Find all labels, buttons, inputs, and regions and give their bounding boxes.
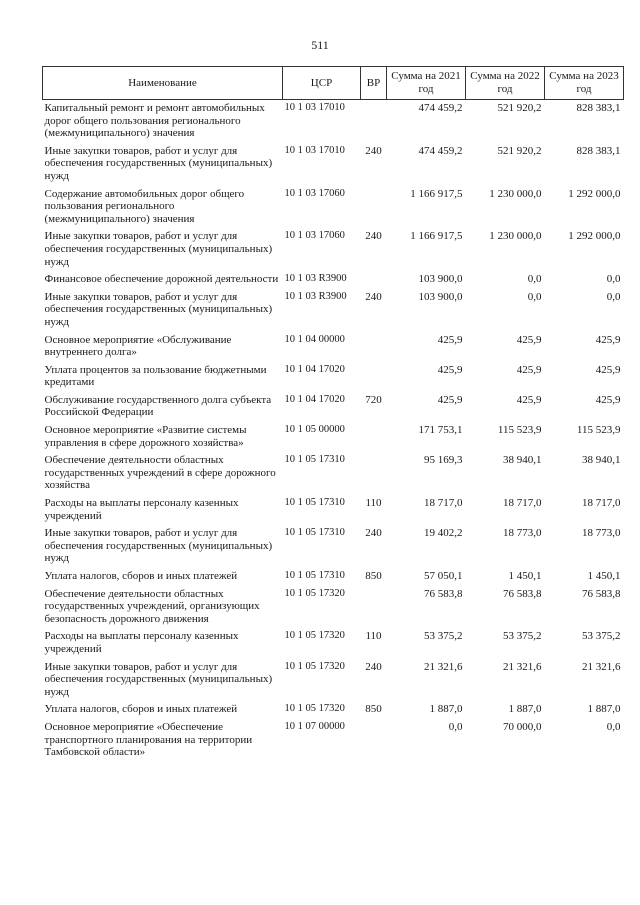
cell-vr: [361, 362, 387, 392]
cell-2023: 21 321,6: [582, 660, 621, 673]
cell-vr: 240: [365, 527, 382, 540]
cell-vr: [361, 586, 387, 629]
cell-2021: 103 900,0: [418, 273, 463, 286]
cell-2021: 425,9: [437, 393, 463, 406]
cell-vr: [361, 719, 387, 762]
table-row: [43, 568, 624, 586]
cell-2021: 53 375,2: [424, 630, 463, 643]
table-row: [43, 495, 624, 525]
header-2021: Сумма на 2021 год: [387, 67, 466, 100]
cell-csr: 10 1 04 00000: [284, 333, 345, 345]
cell-csr: 10 1 05 17310: [284, 454, 345, 466]
table-row: [43, 392, 624, 422]
table-row: [43, 659, 624, 702]
cell-vr: [361, 100, 387, 143]
cell-2023: 1 450,1: [587, 570, 621, 582]
cell-2021: 474 459,2: [418, 102, 463, 114]
cell-csr: 10 1 03 17010: [284, 144, 345, 156]
header-2022: Сумма на 2022 год: [466, 67, 545, 100]
table-row: [43, 332, 624, 362]
cell-csr: 10 1 05 17310: [284, 570, 345, 581]
cell-name: Финансовое обеспечение дорожной деятельности: [44, 273, 279, 286]
cell-name: Обеспечение деятельности областных государственных учреждений в сфере дорожного хозяйства: [44, 454, 276, 492]
cell-2022: 0,0: [527, 273, 542, 286]
cell-2021: 76 583,8: [424, 587, 463, 600]
cell-csr: 10 1 07 00000: [284, 720, 345, 732]
cell-name: Капитальный ремонт и ремонт автомобильных дорог общего пользования регионального (межмуниципального) значения: [44, 102, 265, 140]
cell-2023: 0,0: [606, 273, 621, 286]
cell-2023: 0,0: [606, 290, 621, 303]
cell-vr: 240: [365, 230, 382, 243]
cell-2021: 57 050,1: [424, 570, 463, 582]
table-row: [43, 271, 624, 289]
cell-2023: 115 523,9: [576, 424, 621, 437]
cell-2022: 18 773,0: [503, 527, 542, 540]
cell-2023: 425,9: [595, 333, 621, 346]
cell-vr: [361, 452, 387, 495]
table-row: [43, 701, 624, 719]
budget-table: [42, 66, 624, 762]
cell-name: Уплата налогов, сборов и иных платежей: [44, 570, 238, 582]
table-header-row: [43, 67, 624, 100]
cell-2023: 53 375,2: [582, 630, 621, 643]
cell-vr: 240: [365, 144, 382, 157]
cell-2021: 103 900,0: [418, 290, 463, 303]
cell-2023: 0,0: [606, 720, 621, 733]
cell-2021: 425,9: [437, 363, 463, 376]
cell-name: Уплата налогов, сборов и иных платежей: [44, 703, 238, 716]
cell-csr: 10 1 03 R3900: [284, 273, 347, 285]
cell-2021: 474 459,2: [418, 144, 463, 157]
cell-2021: 1 166 917,5: [410, 187, 463, 200]
cell-csr: 10 1 05 17320: [284, 660, 345, 672]
cell-name: Обслуживание государственного долга субъекта Российской Федерации: [44, 393, 272, 419]
cell-csr: 10 1 03 17060: [284, 230, 345, 242]
cell-name: Иные закупки товаров, работ и услуг для обеспечения государственных (муниципальных) нужд: [44, 230, 273, 268]
cell-2021: 1 887,0: [429, 703, 463, 716]
table-row: [43, 719, 624, 762]
cell-2022: 1 230 000,0: [489, 187, 542, 200]
cell-2023: 828 383,1: [576, 144, 621, 157]
cell-2022: 521 920,2: [497, 102, 542, 114]
header-2023: Сумма на 2023 год: [545, 67, 624, 100]
cell-vr: [361, 422, 387, 452]
cell-2021: 0,0: [448, 720, 463, 733]
cell-csr: 10 1 04 17020: [284, 393, 345, 405]
cell-2021: 425,9: [437, 333, 463, 346]
cell-vr: 850: [365, 570, 382, 582]
cell-vr: 240: [365, 290, 382, 303]
cell-vr: [361, 271, 387, 289]
cell-name: Иные закупки товаров, работ и услуг для обеспечения государственных (муниципальных) нужд: [44, 290, 273, 328]
cell-2021: 95 169,3: [424, 454, 463, 467]
table-row: [43, 525, 624, 568]
cell-2021: 171 753,1: [418, 424, 463, 437]
cell-name: Основное мероприятие «Обеспечение транспортного планирования на территории Тамбовской области»: [44, 720, 253, 759]
table-body: [43, 100, 624, 762]
cell-2023: 1 292 000,0: [568, 230, 621, 243]
cell-vr: 720: [365, 393, 382, 406]
cell-2022: 1 887,0: [508, 703, 542, 716]
cell-name: Иные закупки товаров, работ и услуг для обеспечения государственных (муниципальных) нужд: [44, 660, 273, 698]
cell-2022: 425,9: [516, 363, 542, 376]
page-number: 511: [311, 38, 329, 52]
header-vr: ВР: [361, 67, 387, 100]
cell-2023: 1 292 000,0: [568, 187, 621, 200]
table-row: [43, 186, 624, 229]
cell-csr: 10 1 05 17320: [284, 587, 345, 599]
cell-vr: 110: [365, 497, 382, 510]
cell-2023: 828 383,1: [576, 102, 621, 114]
cell-name: Расходы на выплаты персоналу казенных учреждений: [44, 630, 239, 655]
cell-vr: [361, 186, 387, 229]
table-row: [43, 422, 624, 452]
cell-2023: 38 940,1: [582, 454, 621, 467]
cell-2023: 425,9: [595, 363, 621, 376]
cell-csr: 10 1 05 17310: [284, 497, 345, 509]
table-row: [43, 362, 624, 392]
cell-2023: 1 887,0: [587, 703, 621, 716]
table-row: [43, 452, 624, 495]
cell-csr: 10 1 05 17310: [284, 527, 345, 539]
cell-vr: 240: [365, 660, 382, 673]
cell-name: Основное мероприятие «Обслуживание внутреннего долга»: [44, 333, 232, 359]
cell-2022: 425,9: [516, 333, 542, 346]
cell-2022: 70 000,0: [503, 720, 542, 733]
cell-2023: 425,9: [595, 393, 621, 406]
cell-2021: 18 717,0: [424, 497, 463, 510]
cell-csr: 10 1 03 17010: [284, 102, 345, 113]
cell-2022: 76 583,8: [503, 587, 542, 600]
cell-csr: 10 1 03 17060: [284, 187, 345, 199]
header-name: Наименование: [43, 67, 283, 100]
cell-2021: 21 321,6: [424, 660, 463, 673]
cell-csr: 10 1 05 17320: [284, 703, 345, 715]
cell-vr: 850: [365, 703, 382, 716]
table-row: [43, 100, 624, 143]
cell-name: Уплата процентов за пользование бюджетными кредитами: [44, 363, 267, 389]
cell-csr: 10 1 05 17320: [284, 630, 345, 642]
table-row: [43, 289, 624, 332]
cell-csr: 10 1 03 R3900: [284, 290, 347, 302]
cell-name: Иные закупки товаров, работ и услуг для обеспечения государственных (муниципальных) нужд: [44, 144, 273, 182]
cell-name: Иные закупки товаров, работ и услуг для обеспечения государственных (муниципальных) нужд: [44, 527, 273, 565]
cell-2022: 115 523,9: [497, 424, 542, 437]
cell-2023: 76 583,8: [582, 587, 621, 600]
cell-2022: 18 717,0: [503, 497, 542, 510]
table-row: [43, 586, 624, 629]
header-csr: ЦСР: [283, 67, 361, 100]
cell-2021: 1 166 917,5: [410, 230, 463, 243]
cell-2022: 53 375,2: [503, 630, 542, 643]
cell-2022: 425,9: [516, 393, 542, 406]
cell-2022: 1 450,1: [508, 570, 542, 582]
cell-2022: 0,0: [527, 290, 542, 303]
cell-csr: 10 1 04 17020: [284, 363, 345, 375]
cell-2023: 18 717,0: [582, 497, 621, 510]
cell-csr: 10 1 05 00000: [284, 424, 345, 436]
cell-2023: 18 773,0: [582, 527, 621, 540]
cell-name: Основное мероприятие «Развитие системы управления в сфере дорожного хозяйства»: [44, 424, 247, 449]
table-row: [43, 628, 624, 658]
cell-name: Содержание автомобильных дорог общего пользования регионального (межмуниципального) значения: [44, 187, 245, 225]
cell-2022: 21 321,6: [503, 660, 542, 673]
cell-2021: 19 402,2: [424, 527, 463, 540]
cell-2022: 38 940,1: [503, 454, 542, 467]
cell-name: Обеспечение деятельности областных государственных учреждений, организующих безопасность дорожного движения: [44, 587, 260, 625]
cell-name: Расходы на выплаты персоналу казенных учреждений: [44, 497, 239, 522]
cell-vr: [361, 332, 387, 362]
cell-2022: 521 920,2: [497, 144, 542, 157]
cell-2022: 1 230 000,0: [489, 230, 542, 243]
table-row: [43, 143, 624, 186]
table-row: [43, 228, 624, 271]
cell-vr: 110: [365, 630, 382, 643]
